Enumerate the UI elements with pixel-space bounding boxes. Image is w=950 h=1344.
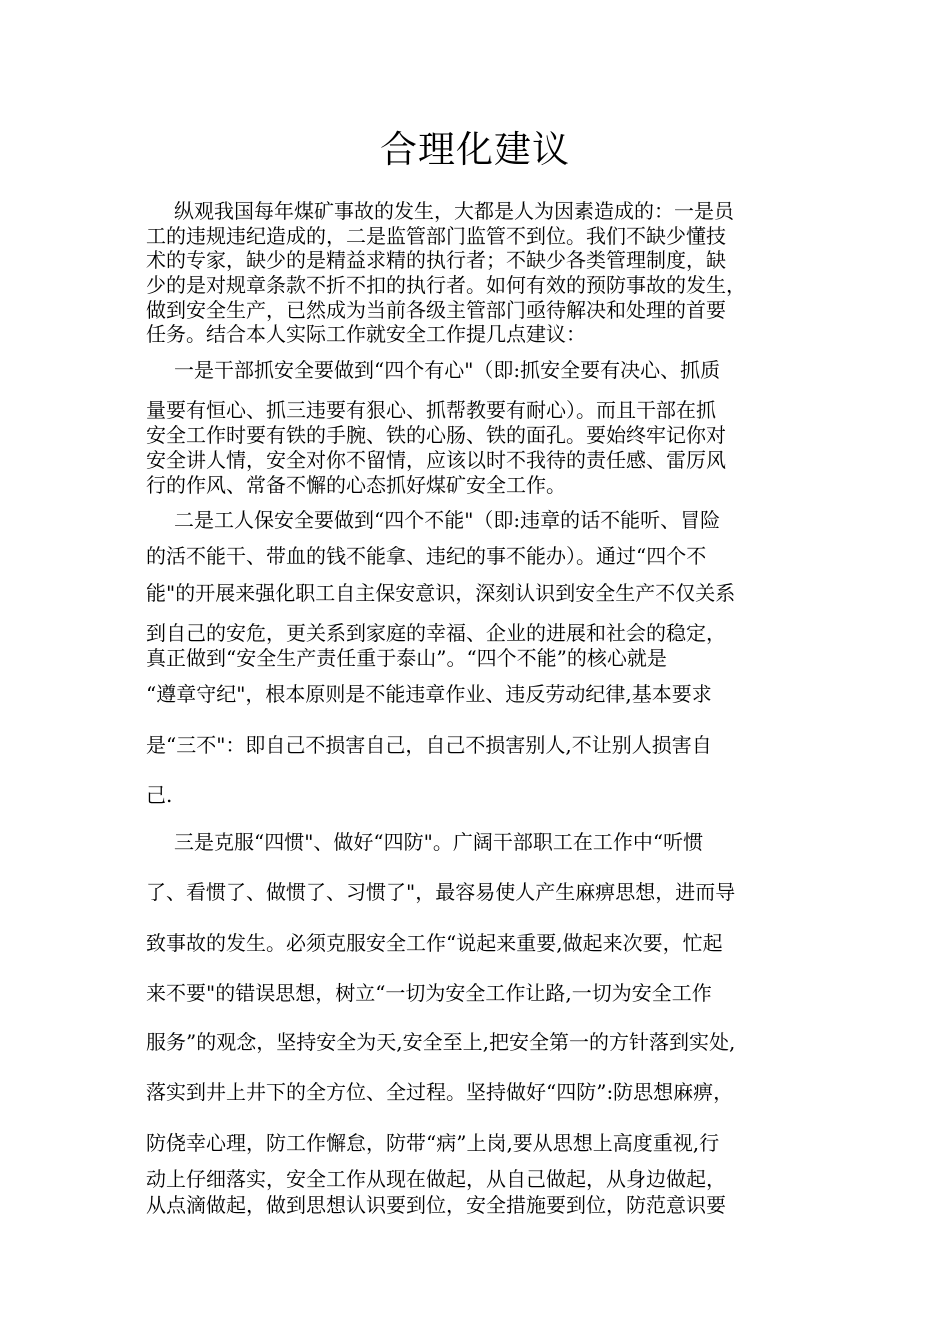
paragraph-line: 从点滴做起，做到思想认识要到位，安全措施要到位，防范意识要 xyxy=(146,1193,726,1217)
paragraph-line: 是“三不"：即自己不损害自己，自己不损害别人,不让别人损害自 xyxy=(146,733,712,757)
paragraph-line: 服务”的观念，坚持安全为天,安全至上,把安全第一的方针落到实处, xyxy=(146,1030,736,1054)
paragraph-line: 任务。结合本人实际工作就安全工作提几点建议： xyxy=(146,322,586,346)
paragraph-line: 的活不能干、带血的钱不能拿、违纪的事不能办）。通过“四个不 xyxy=(146,544,707,568)
paragraph-line: 防侥幸心理，防工作懈怠，防带“病”上岗,要从思想上高度重视,行 xyxy=(146,1131,720,1155)
paragraph-line: 量要有恒心、抓三违要有狠心、抓帮教要有耐心）。而且干部在抓 xyxy=(146,398,716,422)
paragraph-line: 来不要"的错误思想，树立“一切为安全工作让路,一切为安全工作 xyxy=(146,981,712,1005)
paragraph-line: 到自己的安危，更关系到家庭的幸福、企业的进展和社会的稳定， xyxy=(146,621,726,645)
document-title: 合理化建议 xyxy=(380,128,570,171)
paragraph-line: 己. xyxy=(146,783,173,807)
paragraph-line: 二是工人保安全要做到“四个不能"（即:违章的话不能听、冒险 xyxy=(174,508,721,532)
paragraph-line: 做到安全生产，已然成为当前各级主管部门亟待解决和处理的首要 xyxy=(146,298,726,322)
paragraph-line: 行的作风、常备不懈的心态抓好煤矿安全工作。 xyxy=(146,473,566,497)
paragraph-line: “遵章守纪"，根本原则是不能违章作业、违反劳动纪律,基本要求 xyxy=(146,682,712,706)
paragraph-line: 动上仔细落实，安全工作从现在做起，从自己做起，从身边做起， xyxy=(146,1167,726,1191)
paragraph-line: 了、看惯了、做惯了、习惯了"，最容易使人产生麻痹思想，进而导 xyxy=(146,880,736,904)
paragraph-line: 真正做到“安全生产责任重于泰山”。“四个不能”的核心就是 xyxy=(146,646,667,670)
paragraph-line: 少的是对规章条款不折不扣的执行者。如何有效的预防事故的发生， xyxy=(146,273,746,297)
paragraph-line: 能"的开展来强化职工自主保安意识，深刻认识到安全生产不仅关系 xyxy=(146,581,736,605)
paragraph-line: 一是干部抓安全要做到“四个有心"（即:抓安全要有决心、抓质 xyxy=(174,358,721,382)
paragraph-line: 三是克服“四惯"、做好“四防"。广阔干部职工在工作中“听惯 xyxy=(174,830,704,854)
paragraph-line: 致事故的发生。必须克服安全工作“说起来重要,做起来次要，忙起 xyxy=(146,931,723,955)
paragraph-line: 安全工作时要有铁的手腕、铁的心肠、铁的面孔。要始终牢记你对 xyxy=(146,423,726,447)
paragraph-line: 安全讲人情，安全对你不留情，应该以时不我待的责任感、雷厉风 xyxy=(146,448,726,472)
paragraph-line: 落实到井上井下的全方位、全过程。坚持做好“四防”:防思想麻痹， xyxy=(146,1080,734,1104)
paragraph-line: 工的违规违纪造成的，二是监管部门监管不到位。我们不缺少懂技 xyxy=(146,224,726,248)
paragraph-line: 纵观我国每年煤矿事故的发生，大都是人为因素造成的：一是员 xyxy=(174,199,734,223)
paragraph-line: 术的专家，缺少的是精益求精的执行者；不缺少各类管理制度，缺 xyxy=(146,248,726,272)
